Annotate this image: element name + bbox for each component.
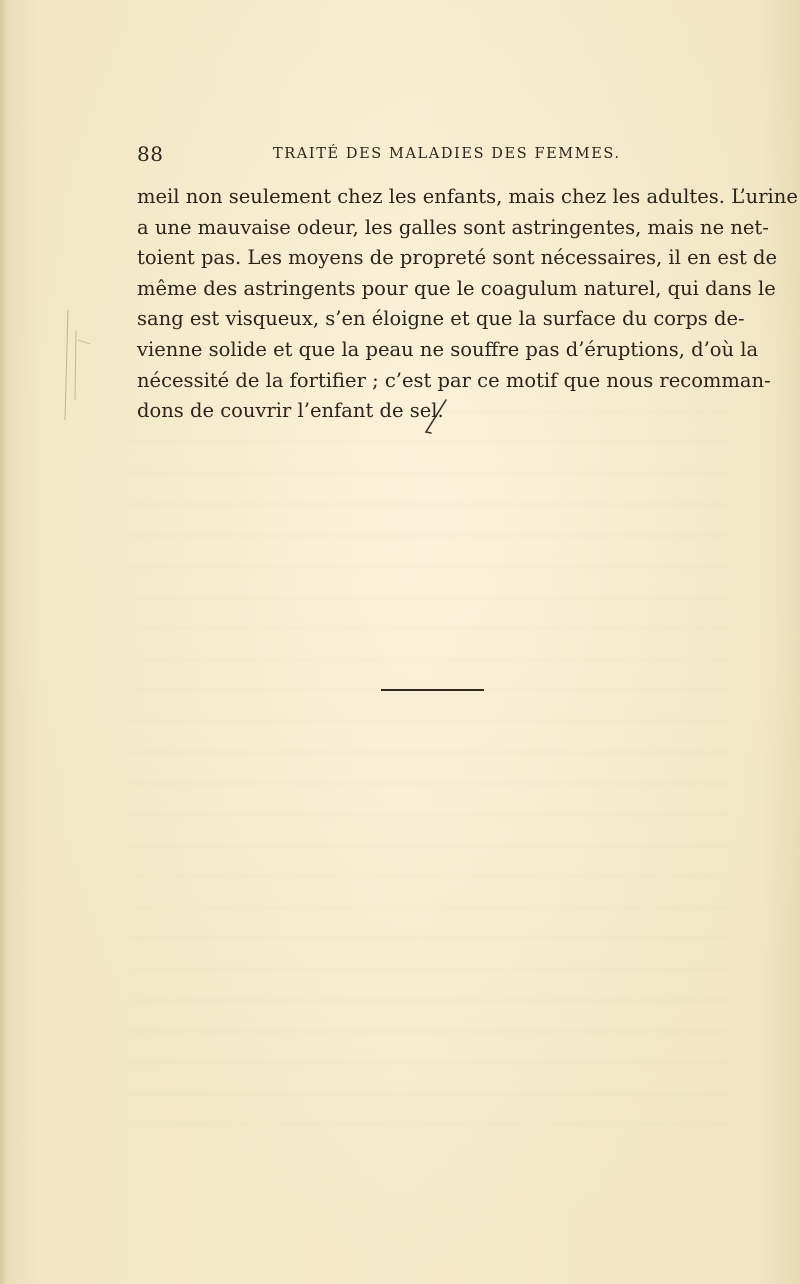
margin-pencil-marks: [56, 300, 116, 430]
pen-stroke-mark: [420, 398, 450, 438]
page-edge-shadow: [0, 0, 8, 1284]
text-line: a une mauvaise odeur, les galles sont astringentes, mais ne net-: [137, 215, 769, 239]
text-line: meil non seulement chez les enfants, mais chez les adultes. L’urine: [137, 185, 798, 208]
text-line: vienne solide et que la peau ne souffre pas d’éruptions, d’où la: [137, 337, 759, 361]
text-line: dons de couvrir l’enfant de sel.: [137, 399, 444, 423]
show-through-text: [130, 380, 730, 1140]
section-divider: [381, 689, 484, 691]
text-line: même des astringents pour que le coagulum naturel, qui dans le: [137, 276, 776, 300]
body-paragraph: [137, 182, 798, 427]
page-number: 88: [137, 142, 164, 166]
text-line: toient pas. Les moyens de propreté sont nécessaires, il en est de: [137, 246, 778, 270]
text-line: nécessité de la fortifier ; c’est par ce motif que nous recomman-: [137, 368, 771, 392]
text-line: sang est visqueux, s’en éloigne et que la surface du corps de-: [137, 307, 745, 331]
running-title: TRAITÉ DES MALADIES DES FEMMES.: [273, 146, 621, 162]
page-header: [137, 142, 727, 172]
